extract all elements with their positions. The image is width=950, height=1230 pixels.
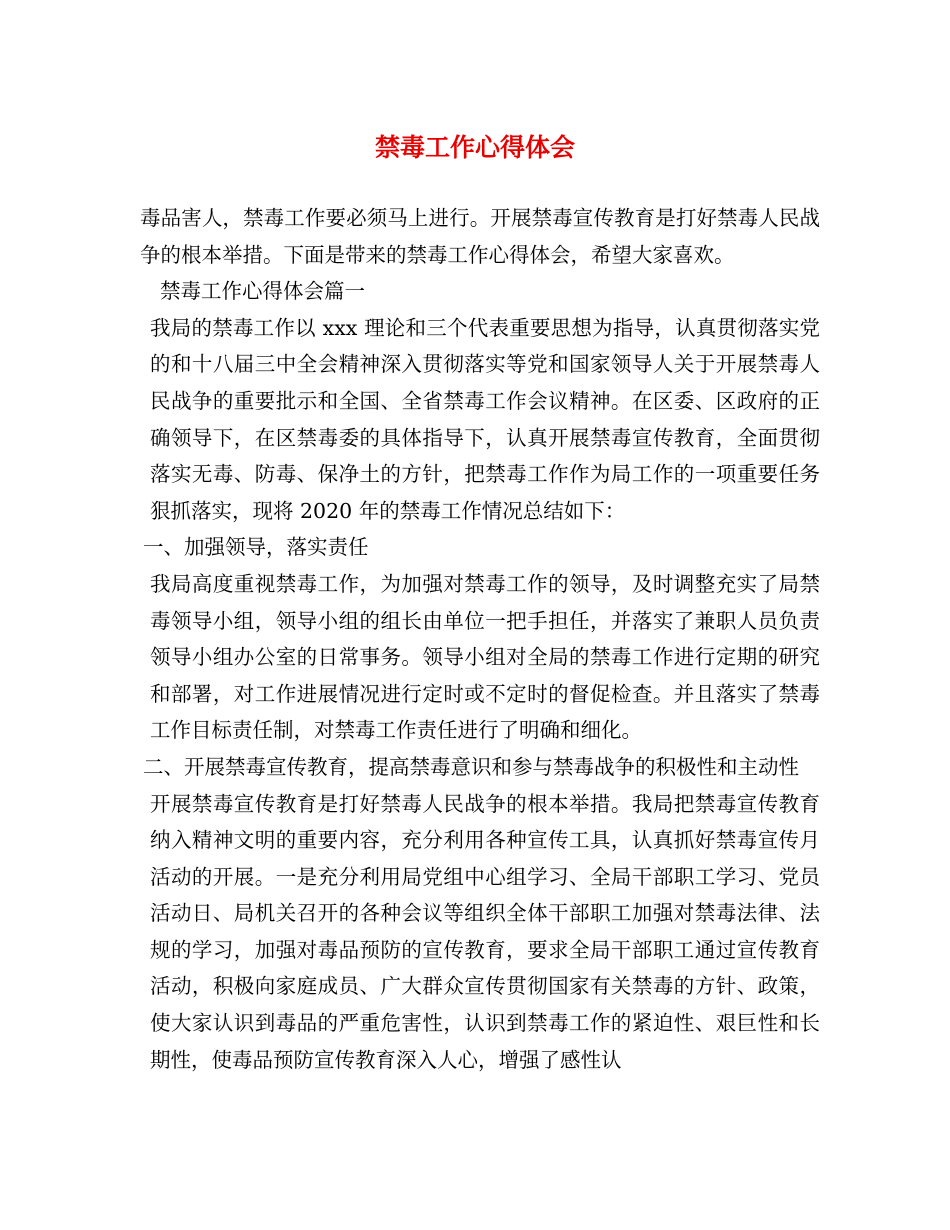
section-heading: 二、开展禁毒宣传教育，提高禁毒意识和参与禁毒战争的积极性和主动性 (143, 754, 799, 779)
document-body (140, 200, 820, 1078)
body-paragraph: 我局高度重视禁毒工作，为加强对禁毒工作的领导，及时调整充实了局禁毒领导小组，领导小组的组长由单位一把手担任，并落实了兼职人员负责领导小组办公室的日常事务。领导小组对全局的禁毒工作进行定期的研究和部署，对工作进展情况进行定时或不定时的督促检查。并且落实了禁毒工作目标责任制，对禁毒工作责任进行了明确和细化。 (150, 571, 820, 743)
document-title: 禁毒工作心得体会 (374, 133, 575, 162)
section-heading: 一、加强领导，落实责任 (143, 535, 369, 560)
body-paragraph: 开展禁毒宣传教育是打好禁毒人民战争的根本举措。我局把禁毒宣传教育纳入精神文明的重要内容，充分利用各种宣传工具，认真抓好禁毒宣传月活动的开展。一是充分利用局党组中心组学习、全局干部职工学习、党员活动日、局机关召开的各种会议等组织全体干部职工加强对禁毒法律、法规的学习，加强对毒品预防的宣传教育，要求全局干部职工通过宣传教育活动，积极向家庭成员、广大群众宣传贯彻国家有关禁毒的方针、政策，使大家认识到毒品的严重危害性，认识到禁毒工作的紧迫性、艰巨性和长期性，使毒品预防宣传教育深入人心，增强了感性认 (150, 791, 820, 1072)
section-heading-part-one: 禁毒工作心得体会篇一 (160, 279, 365, 304)
body-paragraph: 我局的禁毒工作以 xxx 理论和三个代表重要思想为指导，认真贯彻落实党的和十八届三中全会精神深入贯彻落实等党和国家领导人关于开展禁毒人民战争的重要批示和全国、全省禁毒工作会议精神。在区委、区政府的正确领导下，在区禁毒委的具体指导下，认真开展禁毒宣传教育，全面贯彻落实无毒、防毒、保净土的方针，把禁毒工作作为局工作的一项重要任务狠抓落实，现将 2020 年的禁毒工作情况总结如下： (150, 315, 820, 523)
intro-paragraph: 毒品害人，禁毒工作要必须马上进行。开展禁毒宣传教育是打好禁毒人民战争的根本举措。下面是带来的禁毒工作心得体会，希望大家喜欢。 (140, 206, 820, 267)
